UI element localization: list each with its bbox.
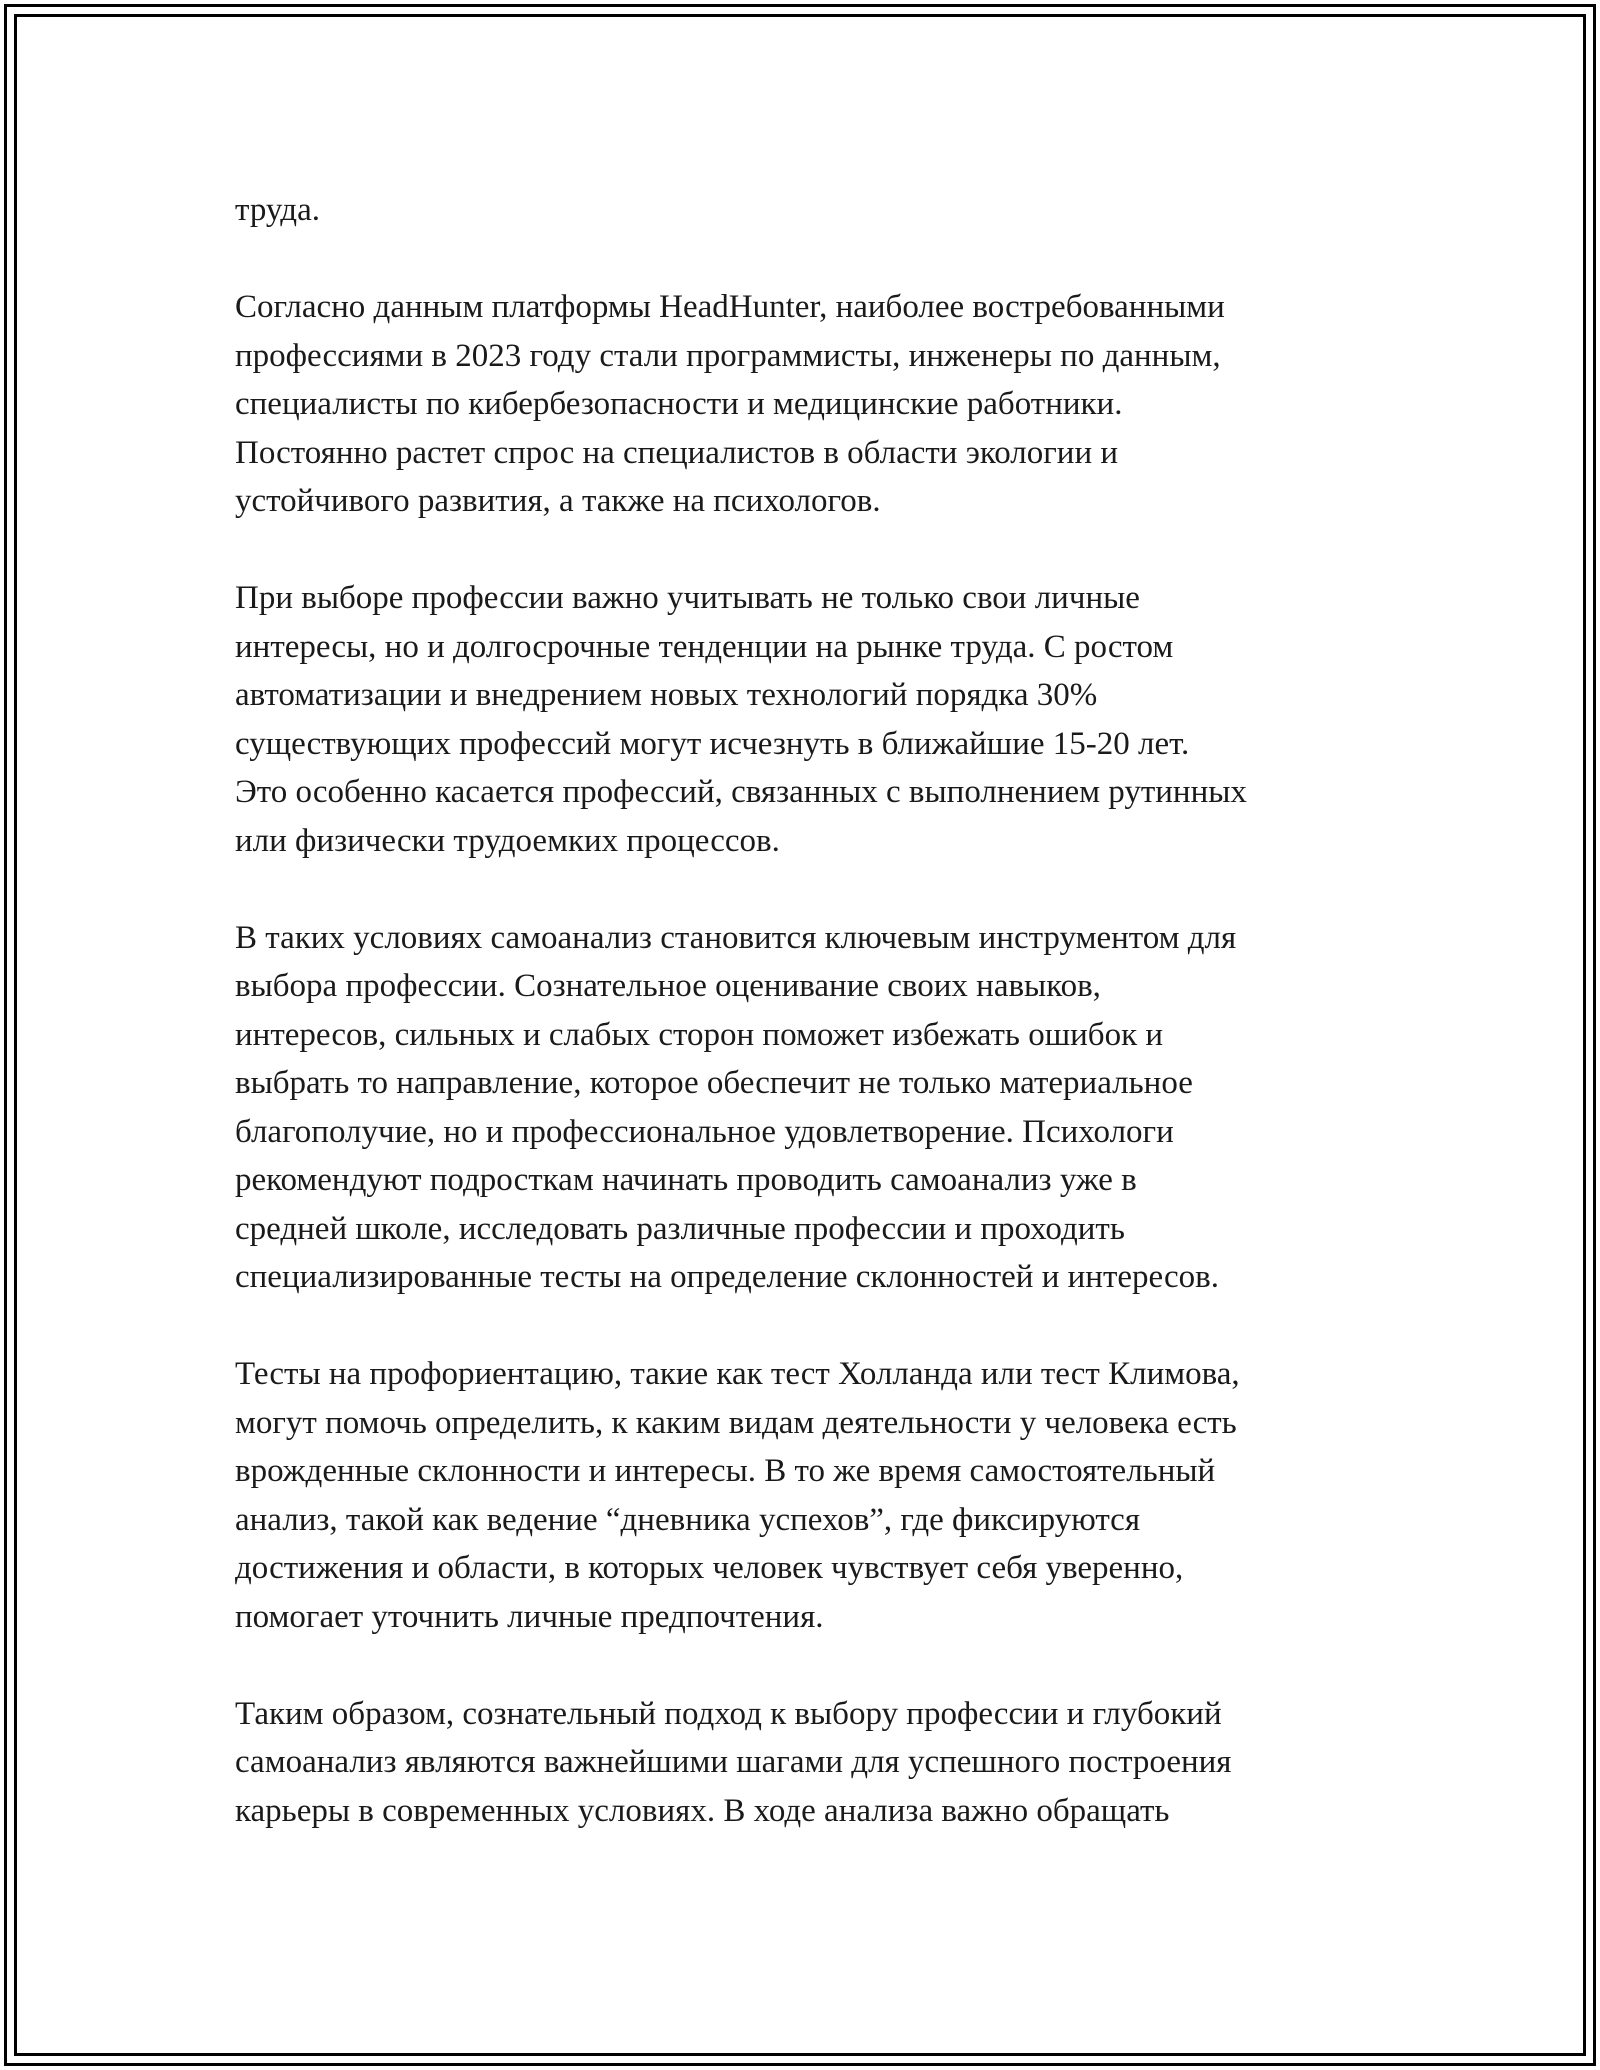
text-line: существующих профессий могут исчезнуть в ближайшие 15-20 лет. bbox=[235, 725, 1190, 762]
text-line: средней школе, исследовать различные профессии и проходить bbox=[235, 1210, 1125, 1247]
text-line: специализированные тесты на определение склонностей и интересов. bbox=[235, 1259, 1219, 1295]
text-line: благополучие, но и профессиональное удовлетворение. Психологи bbox=[235, 1113, 1174, 1150]
text-line: устойчивого развития, а также на психологов. bbox=[235, 483, 881, 519]
text-line: анализ, такой как ведение “дневника успехов”, где фиксируются bbox=[235, 1501, 1141, 1538]
text-line: помогает уточнить личные предпочтения. bbox=[235, 1598, 824, 1635]
text-line: выбора профессии. Сознательное оценивание своих навыков, bbox=[235, 968, 1101, 1004]
text-line: врожденные склонности и интересы. В то же время самостоятельный bbox=[235, 1453, 1216, 1489]
text-line: При выборе профессии важно учитывать не только свои личные bbox=[235, 580, 1140, 616]
text-line: профессиями в 2023 году стали программисты, инженеры по данным, bbox=[235, 337, 1221, 374]
text-line: Постоянно растет спрос на специалистов в области экологии и bbox=[235, 434, 1119, 471]
text-line: выбрать то направление, которое обеспечит не только материальное bbox=[235, 1065, 1193, 1101]
text-line: труда. bbox=[235, 192, 320, 228]
paragraph-1 bbox=[235, 186, 1395, 235]
text-line: интересов, сильных и слабых сторон поможет избежать ошибок и bbox=[235, 1016, 1164, 1053]
text-line: специалисты по кибербезопасности и медицинские работники. bbox=[235, 386, 1123, 422]
paragraph-3 bbox=[235, 574, 1395, 865]
text-line: достижения и области, в которых человек чувствует себя уверенно, bbox=[235, 1550, 1184, 1586]
text-line: автоматизации и внедрением новых технологий порядка 30% bbox=[235, 677, 1098, 713]
text-line: Это особенно касается профессий, связанных с выполнением рутинных bbox=[235, 774, 1247, 810]
text-line: самоанализ являются важнейшими шагами для успешного построения bbox=[235, 1744, 1232, 1780]
text-line: В таких условиях самоанализ становится ключевым инструментом для bbox=[235, 919, 1237, 956]
text-line: рекомендуют подросткам начинать проводить самоанализ уже в bbox=[235, 1162, 1137, 1198]
paragraph-5 bbox=[235, 1350, 1395, 1641]
text-line: могут помочь определить, к каким видам деятельности у человека есть bbox=[235, 1404, 1237, 1441]
paragraph-4 bbox=[235, 914, 1395, 1302]
text-line: карьеры в современных условиях. В ходе анализа важно обращать bbox=[235, 1792, 1170, 1829]
paragraph-6 bbox=[235, 1690, 1395, 1836]
text-line: Тесты на профориентацию, такие как тест Холланда или тест Климова, bbox=[235, 1356, 1240, 1392]
text-line: Согласно данным платформы HeadHunter, наиболее востребованными bbox=[235, 289, 1225, 325]
text-line: или физически трудоемких процессов. bbox=[235, 822, 780, 859]
text-line: Таким образом, сознательный подход к выбору профессии и глубокий bbox=[235, 1695, 1222, 1732]
document-body bbox=[235, 186, 1395, 1835]
paragraph-2 bbox=[235, 283, 1395, 526]
text-line: интересы, но и долгосрочные тенденции на рынке труда. С ростом bbox=[235, 628, 1174, 665]
